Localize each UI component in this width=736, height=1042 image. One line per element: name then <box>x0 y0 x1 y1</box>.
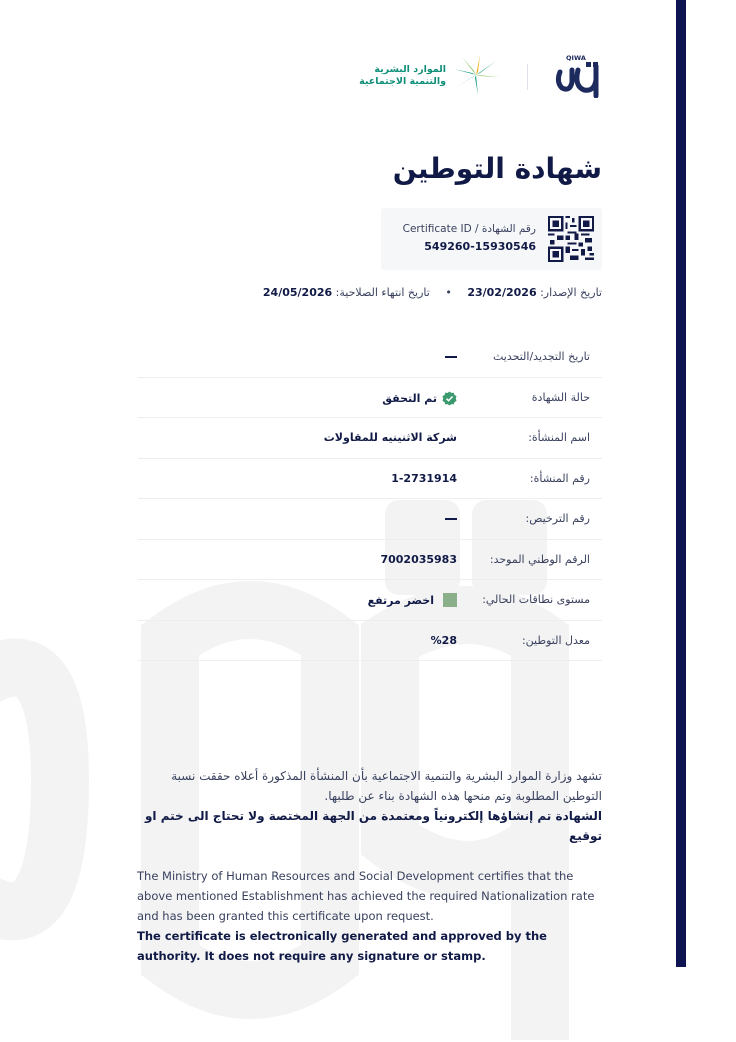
page-title: شهادة التوطين <box>392 152 602 185</box>
empty-dash <box>445 518 457 520</box>
nitaqat-level-value <box>368 593 457 607</box>
table-row <box>138 540 602 581</box>
table-row <box>138 459 602 500</box>
arabic-statement-text: تشهد وزارة الموارد البشرية والتنمية الاجتماعية بأن المنشأة المذكورة أعلاه حققت نسبة التوطين المطلوبة وتم منحها هذه الشهادة بناء عن طلبها. <box>171 769 602 803</box>
table-row <box>138 337 602 378</box>
svg-text:QIWA: QIWA <box>566 54 586 62</box>
establishment-name-value: شركة الاثنينيه للمقاولات <box>323 431 457 444</box>
table-row <box>138 580 602 621</box>
nitaqat-level-text: اخضر مرتفع <box>367 593 434 607</box>
saudization-rate-label: معدل التوطين: <box>521 633 590 647</box>
issue-date-label: تاريخ الإصدار: <box>540 286 602 299</box>
certificate-id-value: 549260-15930546 <box>424 240 536 253</box>
renewal-date-label: تاريخ التجديد/التحديث <box>493 350 590 363</box>
certificate-dates <box>263 286 602 299</box>
ministry-name: الموارد البشرية والتنمية الاجتماعية <box>359 64 446 87</box>
table-row <box>138 499 602 540</box>
header-logos <box>360 52 604 98</box>
saudization-rate-value: %28 <box>430 633 457 647</box>
table-row <box>138 418 602 459</box>
qiwa-logo-icon <box>552 52 604 98</box>
renewal-date-value <box>445 350 457 358</box>
nitaqat-color-swatch <box>443 593 457 607</box>
english-statement-text: The Ministry of Human Resources and Social Development certifies that the above mentioned Establishment has achieved the required Nationalization rate and has been granted this certificate upon request. <box>137 869 595 923</box>
license-number-value <box>445 512 457 520</box>
unified-national-number-label: الرقم الوطني الموحد: <box>489 552 590 566</box>
nitaqat-level-label: مستوى نطاقات الحالي: <box>482 593 590 606</box>
logo-divider <box>527 64 528 90</box>
english-statement <box>137 866 607 966</box>
establishment-number-label: رقم المنشأة: <box>529 471 590 485</box>
arabic-statement-bold: الشهادة تم إنشاؤها إلكترونياً ومعتمدة من الجهة المختصة ولا تحتاج الى ختم او توقيع <box>144 809 602 843</box>
establishment-number-value: 1-2731914 <box>391 471 457 485</box>
status-value <box>382 391 457 406</box>
details-table <box>138 337 602 661</box>
arabic-statement <box>132 766 602 846</box>
english-statement-bold: The certificate is electronically generated and approved by the authority. It does not require any signature or stamp. <box>137 929 547 963</box>
certificate-id-box <box>381 208 602 270</box>
expiry-date-label: تاريخ انتهاء الصلاحية: <box>335 286 430 299</box>
status-text: تم التحقق <box>382 391 437 405</box>
issue-date-value: 23/02/2026 <box>467 286 537 299</box>
establishment-name-label: اسم المنشأة: <box>528 431 590 444</box>
qr-code-icon[interactable] <box>548 216 594 262</box>
verified-check-icon <box>442 391 457 406</box>
empty-dash <box>445 356 457 358</box>
expiry-date-value: 24/05/2026 <box>262 286 333 299</box>
unified-national-number-value: 7002035983 <box>380 552 457 566</box>
sidebar-accent-bar <box>676 0 686 967</box>
separator-dot: • <box>445 286 452 299</box>
status-label: حالة الشهادة <box>531 390 590 404</box>
certificate-id-label: رقم الشهادة / Certificate ID <box>402 223 536 235</box>
ministry-palm-logo-icon <box>448 54 504 96</box>
table-row <box>138 378 602 419</box>
license-number-label: رقم الترخيص: <box>525 512 590 525</box>
table-row <box>138 621 602 662</box>
